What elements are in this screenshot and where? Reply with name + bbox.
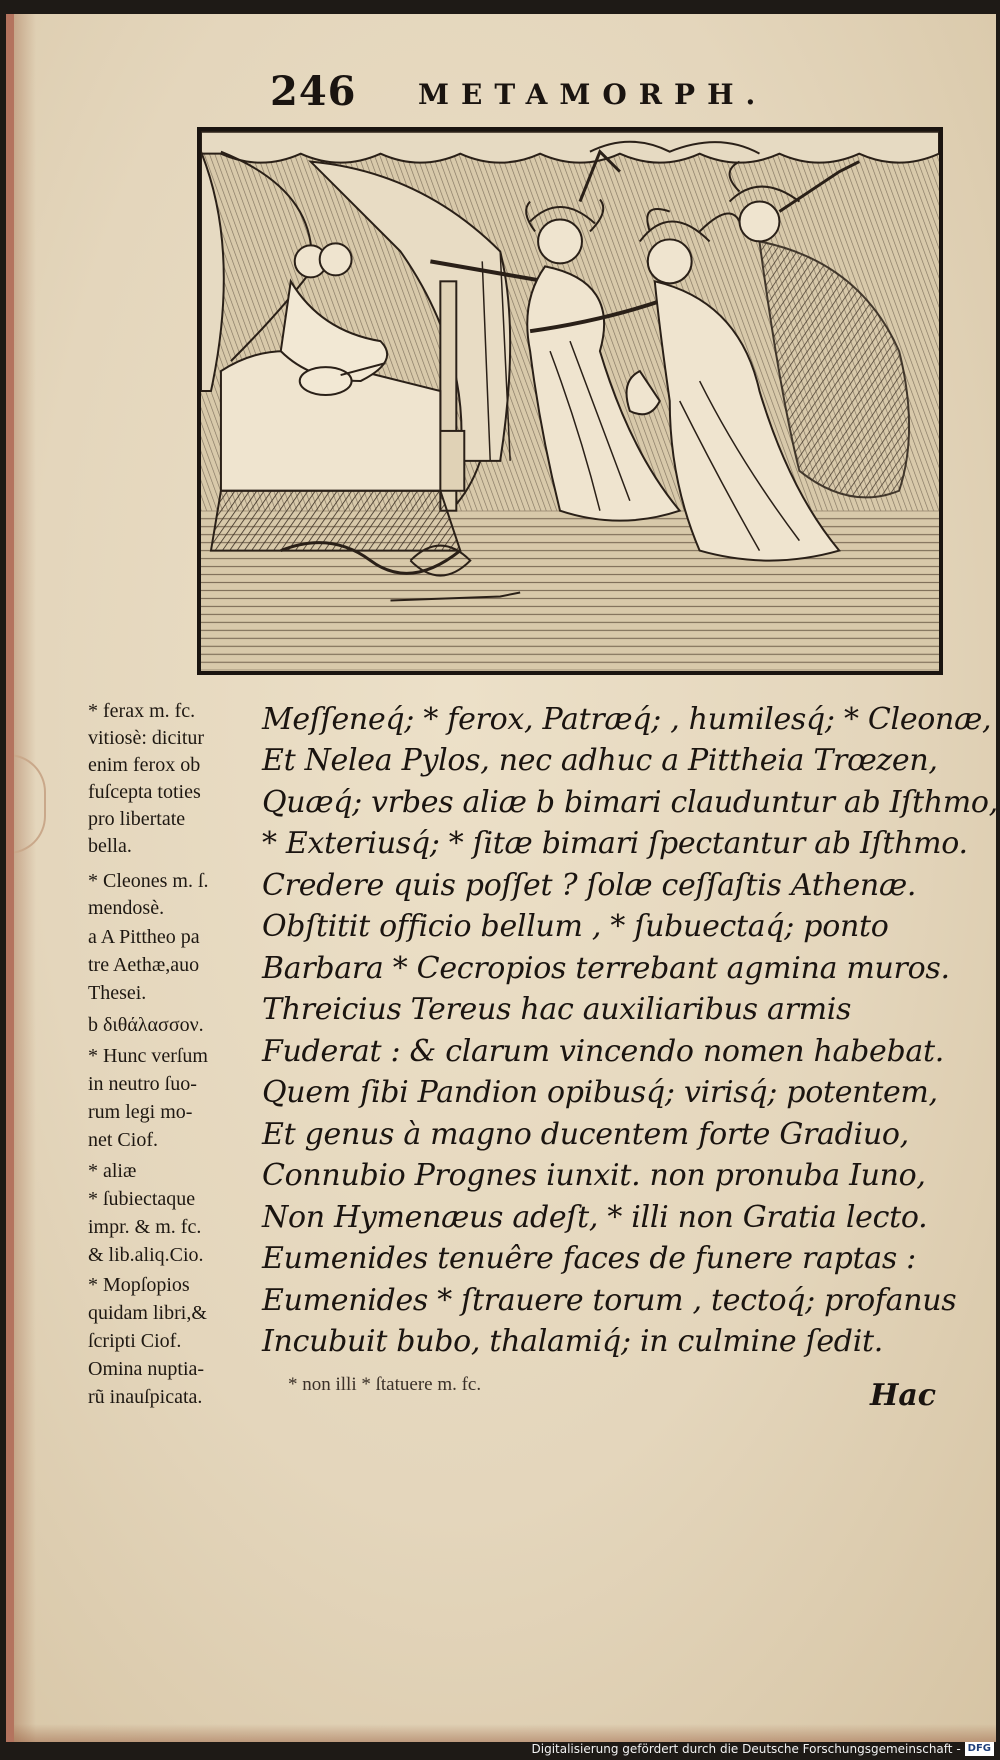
verse-line: Quem ſibi Pandion opibusq́; virisq́; potentem, bbox=[262, 1075, 938, 1110]
marginal-note: net Ciof. bbox=[88, 1129, 158, 1151]
marginal-note: bella. bbox=[88, 835, 132, 857]
verse-line: Eumenides tenuêre faces de funere raptas : bbox=[262, 1241, 916, 1276]
marginal-note: Thesei. bbox=[88, 982, 147, 1004]
verse-line: Incubuit bubo, thalamiq́; in culmine ſedit. bbox=[262, 1324, 883, 1359]
page-clip-mark bbox=[8, 754, 46, 854]
marginal-note: vitiosè: dicitur bbox=[88, 727, 205, 749]
marginal-note: * Cleones m. ſ. bbox=[88, 870, 209, 892]
verse-line: * Exteriusq́; * ſitæ bimari ſpectantur ab Iſthmo. bbox=[262, 826, 968, 861]
verse-line: Eumenides * ſtrauere torum , tectoq́; profanus bbox=[262, 1283, 957, 1318]
footnote: * non illi * ſtatuere m. fc. bbox=[288, 1374, 482, 1395]
verse-line: Connubio Prognes iunxit. non pronuba Iuno, bbox=[262, 1158, 926, 1193]
digitization-credit bbox=[532, 1740, 995, 1758]
marginal-note: enim ferox ob bbox=[88, 754, 201, 776]
woodcut-image bbox=[201, 131, 939, 671]
marginal-note: * Hunc verſum bbox=[88, 1045, 208, 1067]
marginal-note: impr. & m. fc. bbox=[88, 1216, 202, 1238]
verse-line: Threicius Tereus hac auxiliaribus armis bbox=[262, 992, 852, 1027]
verse-line: Fuderat : & clarum vincendo nomen habebat. bbox=[262, 1034, 944, 1069]
marginal-note: * ſubiectaque bbox=[88, 1188, 196, 1210]
verse-line: Et Nelea Pylos, nec adhuc a Pittheia Trœzen, bbox=[262, 743, 938, 778]
marginal-note: * aliæ bbox=[88, 1160, 137, 1182]
marginal-note: in neutro ſuo- bbox=[88, 1073, 197, 1095]
woodcut-illustration bbox=[197, 127, 943, 675]
marginal-note: pro libertate bbox=[88, 808, 186, 830]
page-number: 246 bbox=[270, 68, 357, 115]
marginal-note: quidam libri,& bbox=[88, 1302, 207, 1324]
marginal-note: ſcripti Ciof. bbox=[88, 1330, 182, 1352]
marginal-note: a A Pittheo pa bbox=[88, 926, 200, 948]
verse-line: Non Hymenæus adeſt, * illi non Gratia lecto. bbox=[262, 1200, 928, 1235]
dfg-logo: DFG bbox=[965, 1742, 994, 1756]
marginal-note: * Mopſopios bbox=[88, 1274, 190, 1296]
marginal-note: rum legi mo- bbox=[88, 1101, 193, 1123]
verse-line: Obſtitit officio bellum , * ſubuectaq́; ponto bbox=[262, 909, 889, 944]
marginal-note: Omina nuptia- bbox=[88, 1358, 205, 1380]
verse-line: Quæq́; vrbes aliæ b bimari clauduntur ab Iſthmo, bbox=[262, 785, 998, 820]
marginal-note: mendosè. bbox=[88, 897, 165, 919]
verse-line: Barbara * Cecropios terrebant agmina muros. bbox=[262, 951, 950, 986]
credit-text: Digitalisierung gefördert durch die Deutsche Forschungsgemeinschaft - bbox=[531, 1742, 961, 1756]
marginal-note: * ferax m. fc. bbox=[88, 700, 196, 722]
marginal-note: & lib.aliq.Cio. bbox=[88, 1244, 204, 1266]
running-title: METAMORPH. bbox=[418, 78, 768, 111]
marginal-note: b διθάλασσον. bbox=[88, 1014, 204, 1036]
catchword: Hac bbox=[870, 1378, 937, 1413]
marginal-note: fuſcepta toties bbox=[88, 781, 201, 803]
verse-line: Meſſeneq́; * ferox, Patræq́; , humilesq́; * Cleonæ, bbox=[262, 702, 992, 737]
page-edge-shadow bbox=[14, 14, 36, 1742]
marginal-note: tre Aethæ,auo bbox=[88, 954, 200, 976]
page-header bbox=[270, 68, 830, 118]
verse-line: Et genus à magno ducentem forte Gradiuo, bbox=[262, 1117, 909, 1152]
marginal-note: rũ inauſpicata. bbox=[88, 1386, 203, 1408]
verse-line: Credere quis poſſet ? ſolæ ceſſaſtis Athenæ. bbox=[262, 868, 917, 903]
